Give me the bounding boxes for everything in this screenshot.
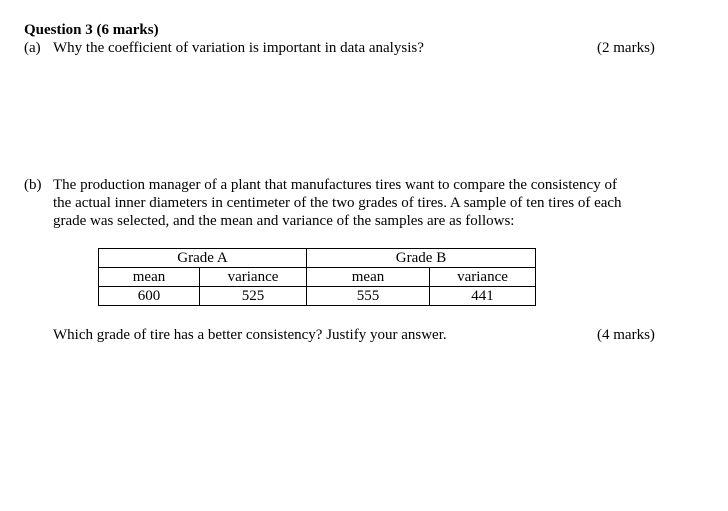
group-header-grade-b: Grade B [307, 249, 536, 268]
part-b-question-text: Which grade of tire has a better consistency? Justify your answer. [53, 327, 447, 343]
cell-grade-a-variance: 525 [200, 287, 307, 306]
part-a-label: (a) [24, 40, 41, 56]
part-a-marks: (2 marks) [597, 40, 655, 56]
part-a-question-text: Why the coefficient of variation is important in data analysis? [53, 40, 424, 56]
table-header-row [99, 268, 536, 287]
header-grade-b-variance: variance [430, 268, 536, 287]
grades-table [98, 248, 536, 306]
header-grade-a-variance: variance [200, 268, 307, 287]
part-b-line-1: The production manager of a plant that manufactures tires want to compare the consistency of [53, 177, 617, 193]
part-b-description [53, 176, 663, 230]
part-b-line-2: the actual inner diameters in centimeter of the two grades of tires. A sample of ten tires of each [53, 195, 622, 211]
question-title: Question 3 (6 marks) [24, 22, 159, 38]
header-grade-b-mean: mean [307, 268, 430, 287]
cell-grade-b-variance: 441 [430, 287, 536, 306]
table-group-header-row [99, 249, 536, 268]
cell-grade-b-mean: 555 [307, 287, 430, 306]
part-b-line-3: grade was selected, and the mean and variance of the samples are as follows: [53, 213, 515, 229]
table-row [99, 287, 536, 306]
header-grade-a-mean: mean [99, 268, 200, 287]
cell-grade-a-mean: 600 [99, 287, 200, 306]
group-header-grade-a: Grade A [99, 249, 307, 268]
part-b-label: (b) [24, 177, 42, 193]
part-b-marks: (4 marks) [597, 327, 655, 343]
